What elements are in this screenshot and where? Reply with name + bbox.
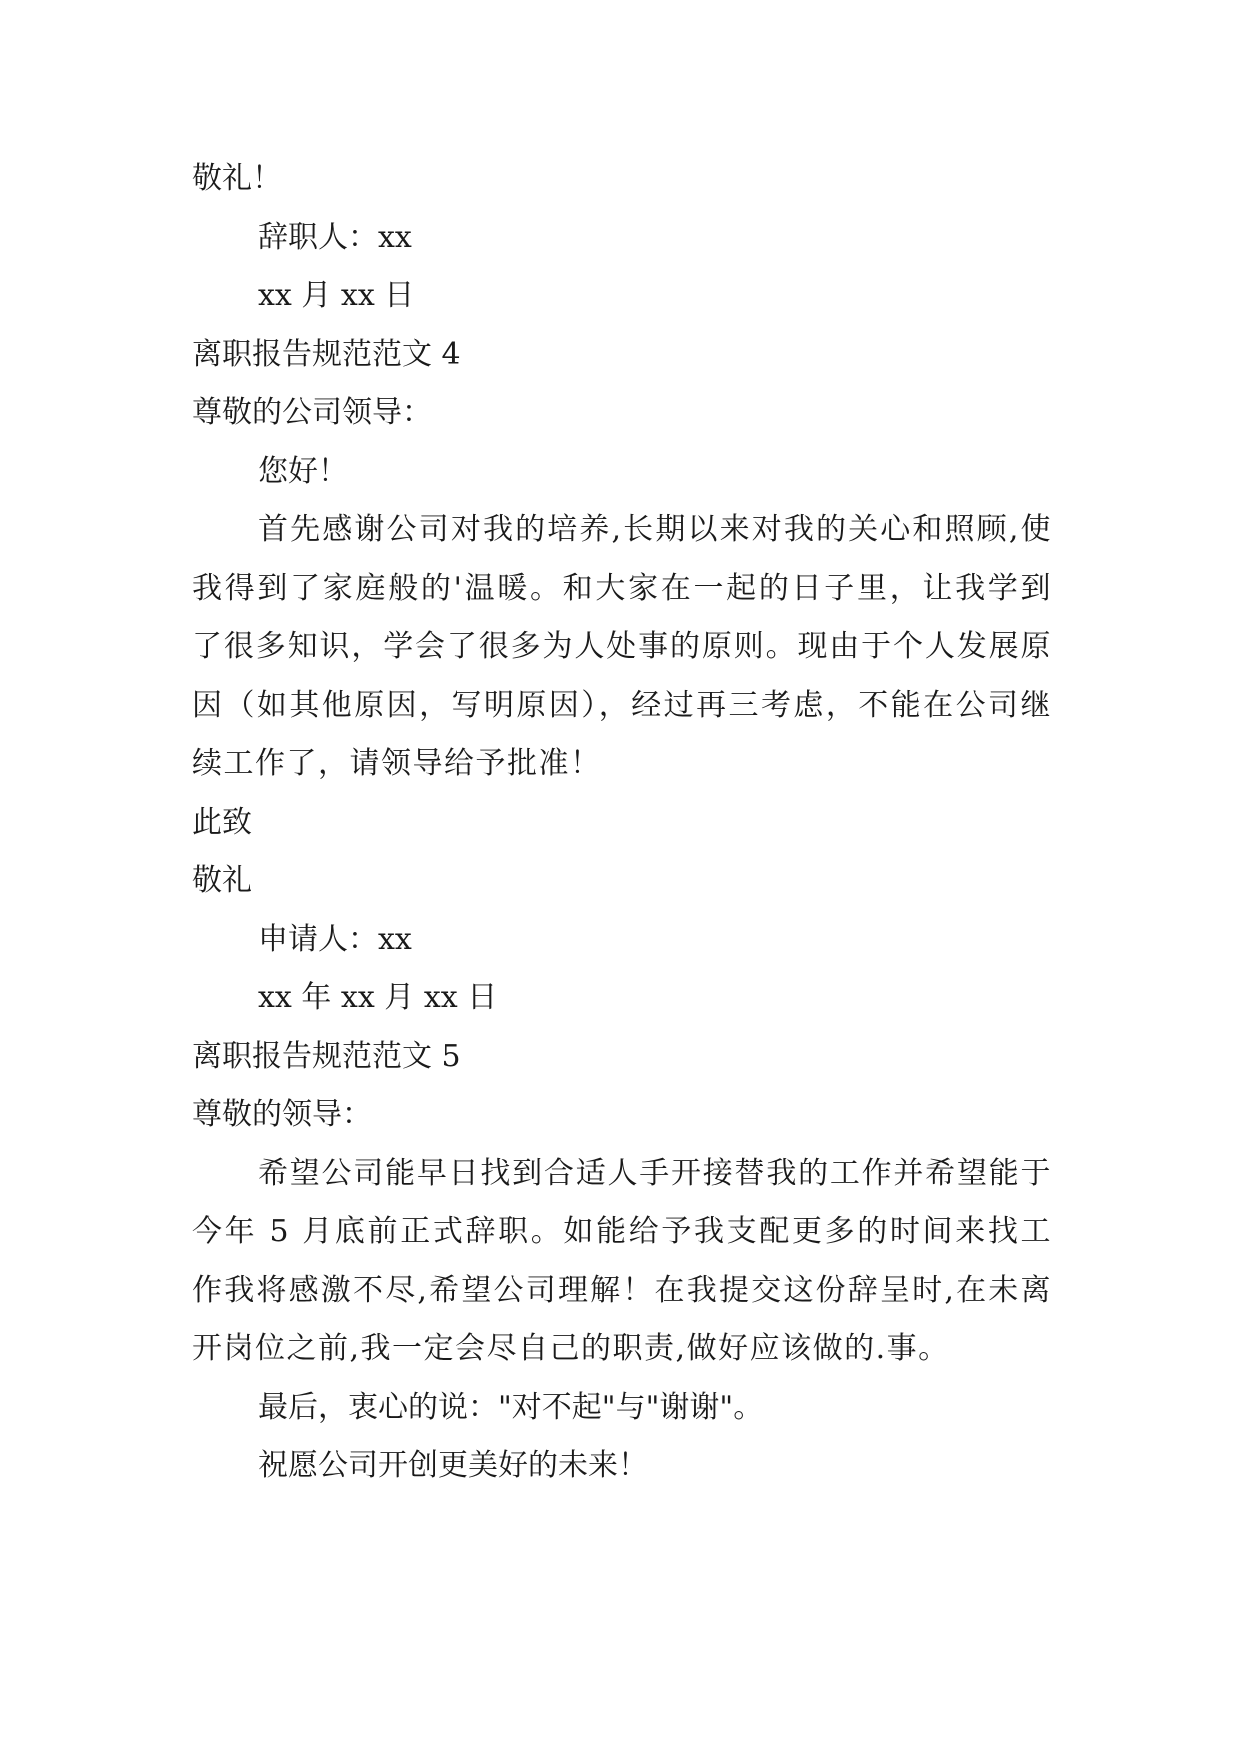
section-title-5: 离职报告规范范文 5 bbox=[192, 1038, 461, 1074]
body-paragraph: 首先感谢公司对我的培养,长期以来对我的关心和照顾,使我得到了家庭般的'温暖。和大家在一起的日子里，让我学到了很多知识，学会了很多为人处事的原则。现由于个人发展原因（如其他原因，写明原因），经过再三考虑，不能在公司继续工作了，请领导给予批准！ bbox=[192, 512, 1052, 781]
greeting: 您好！ bbox=[258, 453, 348, 489]
document-page bbox=[192, 150, 1052, 1496]
signature-date: xx 月 xx 日 bbox=[258, 278, 415, 313]
closing-remark: 最后，衷心的说："对不起"与"谢谢"。 bbox=[258, 1389, 764, 1425]
salutation: 尊敬的领导： bbox=[192, 1097, 372, 1132]
resigner-signature: 辞职人：xx bbox=[258, 219, 412, 255]
body-paragraph: 希望公司能早日找到合适人手开接替我的工作并希望能于今年 5 月底前正式辞职。如能给予我支配更多的时间来找工作我将感激不尽,希望公司理解！在我提交这份辞呈时,在未离开岗位之前,我一定会尽自己的职责,做好应该做的.事。 bbox=[192, 1155, 1052, 1366]
signature-date: xx 年 xx 月 xx 日 bbox=[258, 980, 498, 1015]
section-title-4: 离职报告规范范文 4 bbox=[192, 336, 461, 372]
closing-salute: 敬礼！ bbox=[192, 161, 282, 196]
closing-wish: 祝愿公司开创更美好的未来！ bbox=[258, 1448, 648, 1483]
closing-phrase: 此致 bbox=[192, 804, 252, 840]
closing-salute: 敬礼 bbox=[192, 863, 252, 898]
applicant-signature: 申请人：xx bbox=[258, 921, 412, 957]
salutation: 尊敬的公司领导： bbox=[192, 395, 432, 430]
